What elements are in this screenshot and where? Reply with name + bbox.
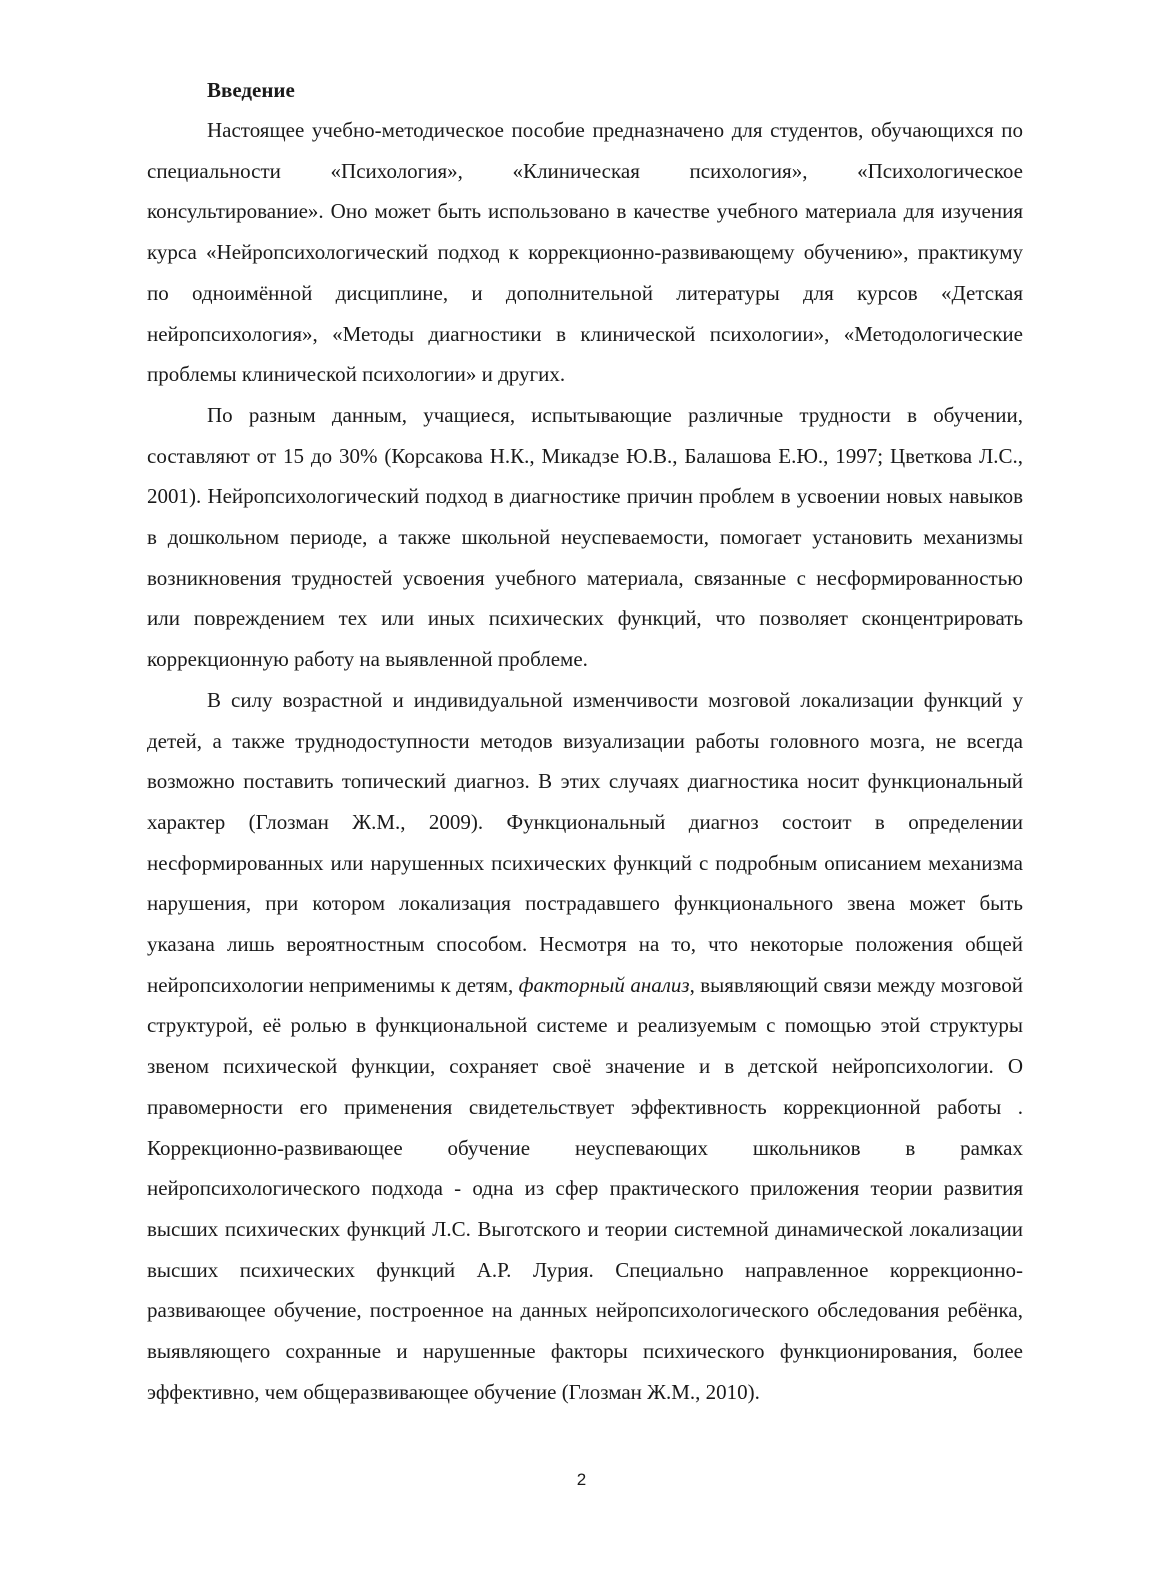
paragraph-3 [147,680,1023,1413]
section-heading: Введение [207,78,295,102]
italic-term: факторный анализ [518,972,690,997]
paragraph-2: По разным данным, учащиеся, испытывающие различные трудности в обучении, составляют от 15 до 30% (Корсакова Н.К., Микадзе Ю.В., Балашова Е.Ю., 1997; Цветкова Л.С., 2001). Нейропсихологический подход в диагностике причин проблем в усвоении новых навыков в дошкольном периоде, а также школьной неуспеваемости, помогает установить механизмы возникновения трудностей усвоения учебного материала, связанные с несформированностью или повреждением тех или иных психических функций, что позволяет сконцентрировать коррекционную работу на выявленной проблеме. [147,402,1023,672]
paragraph-1: Настоящее учебно-методическое пособие предназначено для студентов, обучающихся по специальности «Психология», «Клиническая психология», «Психологическое консультирование». Оно может быть использовано в качестве учебного материала для изучения курса «Нейропсихологический подход к коррекционно-развивающему обучению», практикуму по одноимённой дисциплине, и дополнительной литературы для курсов «Детская нейропсихология», «Методы диагностики в клинической психологии», «Методологические проблемы клинической психологии» и других. [147,118,1023,387]
page-number: 2 [576,1470,587,1489]
page-content [147,70,1023,1413]
paragraph-3-text-start: В силу возрастной и индивидуальной изменчивости мозговой локализации функций у детей, а также труднодоступности методов визуализации работы головного мозга, не всегда возможно поставить топический диагноз. В этих случаях диагностика носит функциональный характер (Глозман Ж.М., 2009). Функциональный диагноз состоит в определении несформированных или нарушенных психических функций с подробным описанием механизма нарушения, при котором локализация пострадавшего функционального звена может быть указана лишь вероятностным способом. Несмотря на то, что некоторые положения общей нейропсихологии неприменимы к детям, [147,687,1023,997]
paragraph-3-text-end: , выявляющий связи между мозговой структурой, её ролью в функциональной системе и реализуемым с помощью этой структуры звеном психической функции, сохраняет своё значение и в детской нейропсихологии. О правомерности его применения свидетельствует эффективность коррекционной работы . Коррекционно-развивающее обучение неуспевающих школьников в рамках нейропсихологического подхода - одна из сфер практического приложения теории развития высших психических функций Л.С. Выготского и теории системной динамической локализации высших психических функций А.Р. Лурия. Специально направленное коррекционно-развивающее обучение, построенное на данных нейропсихологического обследования ребёнка, выявляющего сохранные и нарушенные факторы психического функционирования, более эффективно, чем общеразвивающее обучение (Глозман Ж.М., 2010). [147,972,1023,1404]
